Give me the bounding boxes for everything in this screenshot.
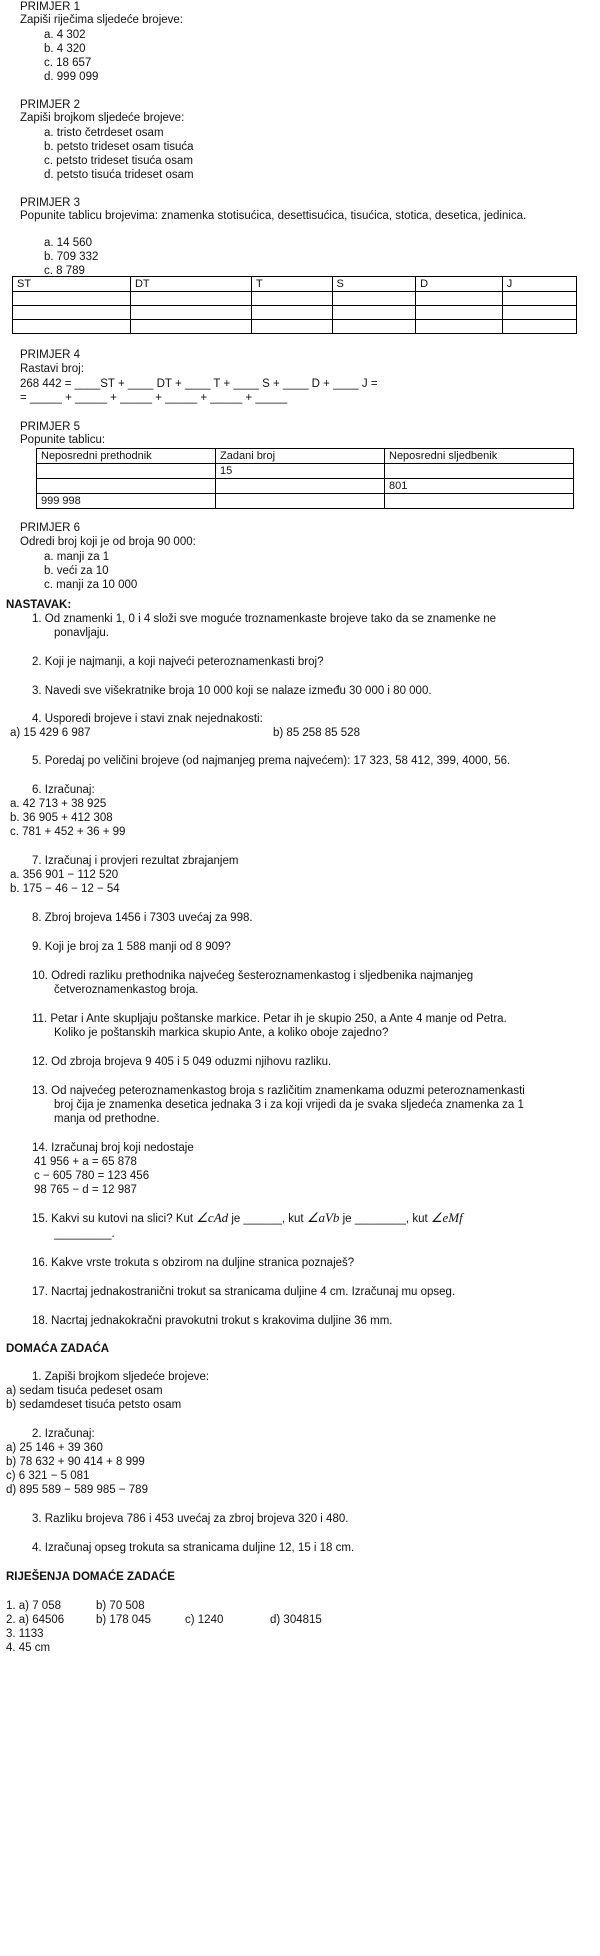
homework-4: 4. Izračunaj opseg trokuta sa stranicama duljine 12, 15 i 18 cm. xyxy=(32,1542,355,1554)
question-13: 13. Od najvećeg peteroznamenkastog broja s različitim znamenkama oduzmi peteroznamenkasti xyxy=(32,1085,525,1097)
list-item: a. 356 901 − 112 520 xyxy=(10,869,119,881)
table-row xyxy=(13,292,577,306)
p2-title: PRIMJER 2 xyxy=(20,99,81,111)
list-item: b) 78 632 + 90 414 + 8 999 xyxy=(6,1456,145,1468)
table-cell[interactable] xyxy=(130,306,251,320)
solution-2d: d) 304815 xyxy=(270,1614,322,1626)
table-cell[interactable] xyxy=(416,292,503,306)
table-cell[interactable] xyxy=(37,479,216,494)
list-item: b. 36 905 + 412 308 xyxy=(10,812,113,824)
p6-instruction: Odredi broj koji je od broja 90 000: xyxy=(20,536,196,548)
solution-1b: b) 70 508 xyxy=(96,1600,145,1612)
p1-instruction: Zapiši riječima sljedeće brojeve: xyxy=(20,14,183,26)
table-row xyxy=(13,306,577,320)
table-header: Zadani broj xyxy=(216,449,385,464)
table-cell[interactable] xyxy=(416,320,503,334)
list-item: 41 956 + a = 65 878 xyxy=(34,1156,137,1168)
list-item: c − 605 780 = 123 456 xyxy=(34,1170,150,1182)
table-cell[interactable] xyxy=(332,292,416,306)
list-item: 98 765 − d = 12 987 xyxy=(34,1184,137,1196)
p3-instruction: Popunite tablicu brojevima: znamenka stotisućica, desettisućica, tisućica, stotica, desetica, jedinica. xyxy=(20,210,527,222)
p4-instruction: Rastavi broj: xyxy=(20,363,84,375)
list-item: c. 18 657 xyxy=(44,57,92,69)
question-15 xyxy=(32,1211,463,1226)
p4-title: PRIMJER 4 xyxy=(20,349,81,361)
list-item: a. 14 560 xyxy=(44,237,92,249)
solution-4: 4. 45 cm xyxy=(6,1642,51,1654)
solution-3: 3. 1133 xyxy=(6,1628,44,1640)
table-row xyxy=(37,479,574,494)
list-item: a. tristo četrdeset osam xyxy=(44,127,164,139)
table-cell[interactable] xyxy=(13,292,131,306)
p3-title: PRIMJER 3 xyxy=(20,197,81,209)
list-item: c. petsto trideset tisuća osam xyxy=(44,155,193,167)
section-title-rjesenja: RIJEŠENJA DOMAĆE ZADAĆE xyxy=(6,1571,175,1583)
p4-line2: = _____ + _____ + _____ + _____ + _____ + _____ xyxy=(20,392,288,404)
table-header: Neposredni prethodnik xyxy=(37,449,216,464)
table-row xyxy=(37,464,574,479)
question-11-cont: Koliko je poštanskih markica skupio Ante, a koliko oboje zajedno? xyxy=(54,1027,389,1039)
table-cell[interactable] xyxy=(252,320,332,334)
p4-line1: 268 442 = ____ST + ____ DT + ____ T + ____ S + ____ D + ____ J = xyxy=(20,378,378,390)
table-cell[interactable] xyxy=(385,494,574,509)
question-6: 6. Izračunaj: xyxy=(32,784,95,796)
table-cell[interactable] xyxy=(130,320,251,334)
solution-1a: 1. a) 7 058 xyxy=(6,1600,61,1612)
list-item: c. 8 789 xyxy=(44,265,85,277)
list-item: c) 6 321 − 5 081 xyxy=(6,1470,90,1482)
table-cell: 999 998 xyxy=(37,494,216,509)
p5-title: PRIMJER 5 xyxy=(20,421,81,433)
table-cell: 15 xyxy=(216,464,385,479)
p6-title: PRIMJER 6 xyxy=(20,522,81,534)
list-item: d) 895 589 − 589 985 − 789 xyxy=(6,1484,148,1496)
list-item: c. manji za 10 000 xyxy=(44,579,138,591)
p1-title: PRIMJER 1 xyxy=(20,1,81,13)
p5-instruction: Popunite tablicu: xyxy=(20,434,106,446)
question-15-text: je ______, kut xyxy=(228,1213,307,1225)
table-cell[interactable] xyxy=(252,292,332,306)
homework-1: 1. Zapiši brojkom sljedeće brojeve: xyxy=(32,1371,210,1383)
homework-2: 2. Izračunaj: xyxy=(32,1428,95,1440)
table-row xyxy=(13,320,577,334)
table-row xyxy=(13,277,577,292)
table-cell: 801 xyxy=(385,479,574,494)
solution-2c: c) 1240 xyxy=(185,1614,224,1626)
table-cell[interactable] xyxy=(37,464,216,479)
table-header: Neposredni sljedbenik xyxy=(385,449,574,464)
question-15-text: je ________, kut xyxy=(339,1213,431,1225)
table-cell[interactable] xyxy=(502,292,576,306)
question-15-text: 15. Kakvi su kutovi na slici? Kut xyxy=(32,1213,197,1225)
list-item: b. 709 332 xyxy=(44,251,99,263)
table-cell[interactable] xyxy=(332,320,416,334)
list-item: c. 781 + 452 + 36 + 99 xyxy=(10,826,126,838)
table-cell[interactable] xyxy=(502,320,576,334)
question-1-cont: ponavljaju. xyxy=(54,627,109,639)
list-item: b. veći za 10 xyxy=(44,565,109,577)
question-15-cont: _________. xyxy=(54,1228,115,1240)
table-cell[interactable] xyxy=(13,320,131,334)
table-row xyxy=(37,449,574,464)
table-header: S xyxy=(332,277,416,292)
question-18: 18. Nacrtaj jednakokračni pravokutni trokut s krakovima duljine 36 mm. xyxy=(32,1315,393,1327)
list-item: a) 25 146 + 39 360 xyxy=(6,1442,103,1454)
question-9: 9. Koji je broj za 1 588 manji od 8 909? xyxy=(32,941,231,953)
list-item: b. petsto trideset osam tisuća xyxy=(44,141,194,153)
question-10: 10. Odredi razliku prethodnika najvećeg šesteroznamenkastog i sljedbenika najmanjeg xyxy=(32,970,474,982)
question-8: 8. Zbroj brojeva 1456 i 7303 uvećaj za 998. xyxy=(32,912,253,924)
question-12: 12. Od zbroja brojeva 9 405 i 5 049 oduzmi njihovu razliku. xyxy=(32,1056,332,1068)
question-10-cont: četveroznamenkastog broja. xyxy=(54,984,199,996)
table-cell[interactable] xyxy=(216,479,385,494)
table-row xyxy=(37,494,574,509)
p2-instruction: Zapiši brojkom sljedeće brojeve: xyxy=(20,112,185,124)
list-item: a) sedam tisuća pedeset osam xyxy=(6,1385,163,1397)
table-header: D xyxy=(416,277,503,292)
solution-2b: b) 178 045 xyxy=(96,1614,151,1626)
question-2: 2. Koji je najmanji, a koji najveći peteroznamenkasti broj? xyxy=(32,656,324,668)
section-title-nastavak: NASTAVAK: xyxy=(6,599,72,611)
list-item: b) sedamdeset tisuća petsto osam xyxy=(6,1399,182,1411)
question-5: 5. Poredaj po veličini brojeve (od najmanjeg prema najvećem): 17 323, 58 412, 399, 4000, 56. xyxy=(32,755,511,767)
question-4: 4. Usporedi brojeve i stavi znak nejednakosti: xyxy=(32,713,263,725)
angle-cad: ∠cAd xyxy=(196,1210,229,1225)
successor-table xyxy=(36,448,574,509)
table-header: ST xyxy=(13,277,131,292)
list-item: a. 4 302 xyxy=(44,29,86,41)
question-14: 14. Izračunaj broj koji nedostaje xyxy=(32,1142,194,1154)
table-header: DT xyxy=(130,277,251,292)
table-cell[interactable] xyxy=(13,306,131,320)
question-11: 11. Petar i Ante skupljaju poštanske markice. Petar ih je skupio 250, a Ante 4 manje od Petra. xyxy=(32,1013,507,1025)
list-item: d. 999 099 xyxy=(44,71,99,83)
question-4a: a) 15 429 6 987 xyxy=(10,727,91,739)
homework-3: 3. Razliku brojeva 786 i 453 uvećaj za zbroj brojeva 320 i 480. xyxy=(32,1513,349,1525)
list-item: d. petsto tisuća trideset osam xyxy=(44,169,194,181)
list-item: b. 4 320 xyxy=(44,43,86,55)
digit-table xyxy=(12,276,577,334)
table-cell[interactable] xyxy=(502,306,576,320)
question-13-cont: broj čija je znamenka desetica jednaka 3 i za koji vrijedi da je svaka sljedeća znamenka za 1 xyxy=(54,1099,524,1111)
table-header: T xyxy=(252,277,332,292)
list-item: a. 42 713 + 38 925 xyxy=(10,798,107,810)
question-7: 7. Izračunaj i provjeri rezultat zbrajanjem xyxy=(32,855,239,867)
table-cell[interactable] xyxy=(252,306,332,320)
table-cell[interactable] xyxy=(130,292,251,306)
table-header: J xyxy=(502,277,576,292)
list-item: b. 175 − 46 − 12 − 54 xyxy=(10,883,120,895)
question-1: 1. Od znamenki 1, 0 i 4 složi sve moguće troznamenkaste brojeve tako da se znamenke ne xyxy=(32,613,497,625)
angle-emf: ∠eMf xyxy=(430,1210,463,1225)
angle-avb: ∠aVb xyxy=(306,1210,340,1225)
question-3: 3. Navedi sve višekratnike broja 10 000 koji se nalaze između 30 000 i 80 000. xyxy=(32,685,432,697)
list-item: a. manji za 1 xyxy=(44,551,110,563)
question-17: 17. Nacrtaj jednakostranični trokut sa stranicama duljine 4 cm. Izračunaj mu opseg. xyxy=(32,1286,456,1298)
question-16: 16. Kakve vrste trokuta s obzirom na duljine stranica poznaješ? xyxy=(32,1257,355,1269)
table-cell[interactable] xyxy=(416,306,503,320)
question-13-cont: manja od prethodne. xyxy=(54,1113,160,1125)
question-4b: b) 85 258 85 528 xyxy=(273,727,360,739)
section-title-domaca: DOMAĆA ZADAĆA xyxy=(6,1343,110,1355)
solution-2a: 2. a) 64506 xyxy=(6,1614,65,1626)
table-cell[interactable] xyxy=(332,306,416,320)
table-cell[interactable] xyxy=(385,464,574,479)
table-cell[interactable] xyxy=(216,494,385,509)
